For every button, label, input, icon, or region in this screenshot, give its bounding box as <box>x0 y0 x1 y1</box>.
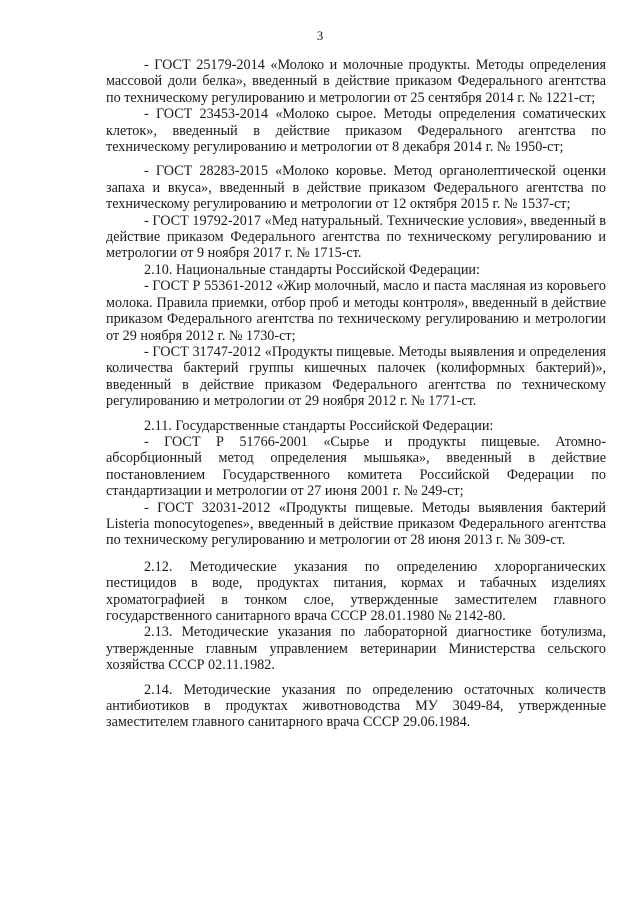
section-2-12: 2.12. Методические указания по определению хлорорганических пестицидов в воде, продуктах питания, кормах и табачных изделиях хроматографией в тонком слое, утвержденные заместителем главного государственного санитарного врача СССР 28.01.1980 № 2142-80. <box>106 558 606 624</box>
paragraph-gost-r-55361: - ГОСТ Р 55361-2012 «Жир молочный, масло и паста масляная из коровьего молока. Правила приемки, отбор проб и методы контроля», введенный в действие приказом Федерального агентства по техническому регулированию и метрологии от 29 ноября 2012 г. № 1730-ст; <box>106 278 606 344</box>
section-heading-2-10: 2.10. Национальные стандарты Российской Федерации: <box>144 261 480 278</box>
paragraph-gost-r-51766: - ГОСТ Р 51766-2001 «Сырье и продукты пищевые. Атомно-абсорбционный метод определения мышьяка», введенный в действие постановлением Государственного комитета Российской Федерации по стандартизации и метрологии от 27 июня 2001 г. № 249-ст; <box>106 433 606 500</box>
paragraph-gost-19792: - ГОСТ 19792-2017 «Мед натуральный. Технические условия», введенный в действие приказом Федерального агентства по техническому регулированию и метрологии от 9 ноября 2017 г. № 1715-ст. <box>106 212 606 262</box>
page-number: 3 <box>316 28 324 43</box>
paragraph-gost-25179: - ГОСТ 25179-2014 «Молоко и молочные продукты. Методы определения массовой доли белка», введенный в действие приказом Федерального агентства по техническому регулированию и метрологии от 25 сентября 2014 г. № 1221-ст; <box>106 57 606 106</box>
paragraph-gost-32031: - ГОСТ 32031-2012 «Продукты пищевые. Методы выявления бактерий Listeria monocytogenes», введенный в действие приказом Федерального агентства по техническому регулированию и метрологии от 28 июня 2013 г. № 309-ст. <box>106 499 606 549</box>
section-2-13: 2.13. Методические указания по лабораторной диагностике ботулизма, утвержденные главным управлением ветеринарии Министерства сельского хозяйства СССР 02.11.1982. <box>106 624 606 674</box>
section-2-14: 2.14. Методические указания по определению остаточных количеств антибиотиков в продуктах животноводства МУ 3049-84, утвержденные заместителем главного санитарного врача СССР 29.06.1984. <box>106 681 606 731</box>
section-heading-2-11: 2.11. Государственные стандарты Российской Федерации: <box>144 417 494 434</box>
paragraph-gost-23453: - ГОСТ 23453-2014 «Молоко сырое. Методы определения соматических клеток», введенный в действие приказом Федерального агентства по техническому регулированию и метрологии от 8 декабря 2014 г. № 1950-ст; <box>106 106 606 156</box>
paragraph-gost-31747: - ГОСТ 31747-2012 «Продукты пищевые. Методы выявления и определения количества бактерий группы кишечных палочек (колиформных бактерий)», введенный в действие приказом Федерального агентства по техническому регулированию и метрологии от 29 ноября 2012 г. № 1771-ст. <box>106 343 606 410</box>
paragraph-gost-28283: - ГОСТ 28283-2015 «Молоко коровье. Метод органолептической оценки запаха и вкуса», введенный в действие приказом Федерального агентства по техническому регулированию и метрологии от 12 октября 2015 г. № 1537-ст; <box>106 163 606 213</box>
document-body <box>106 57 606 731</box>
